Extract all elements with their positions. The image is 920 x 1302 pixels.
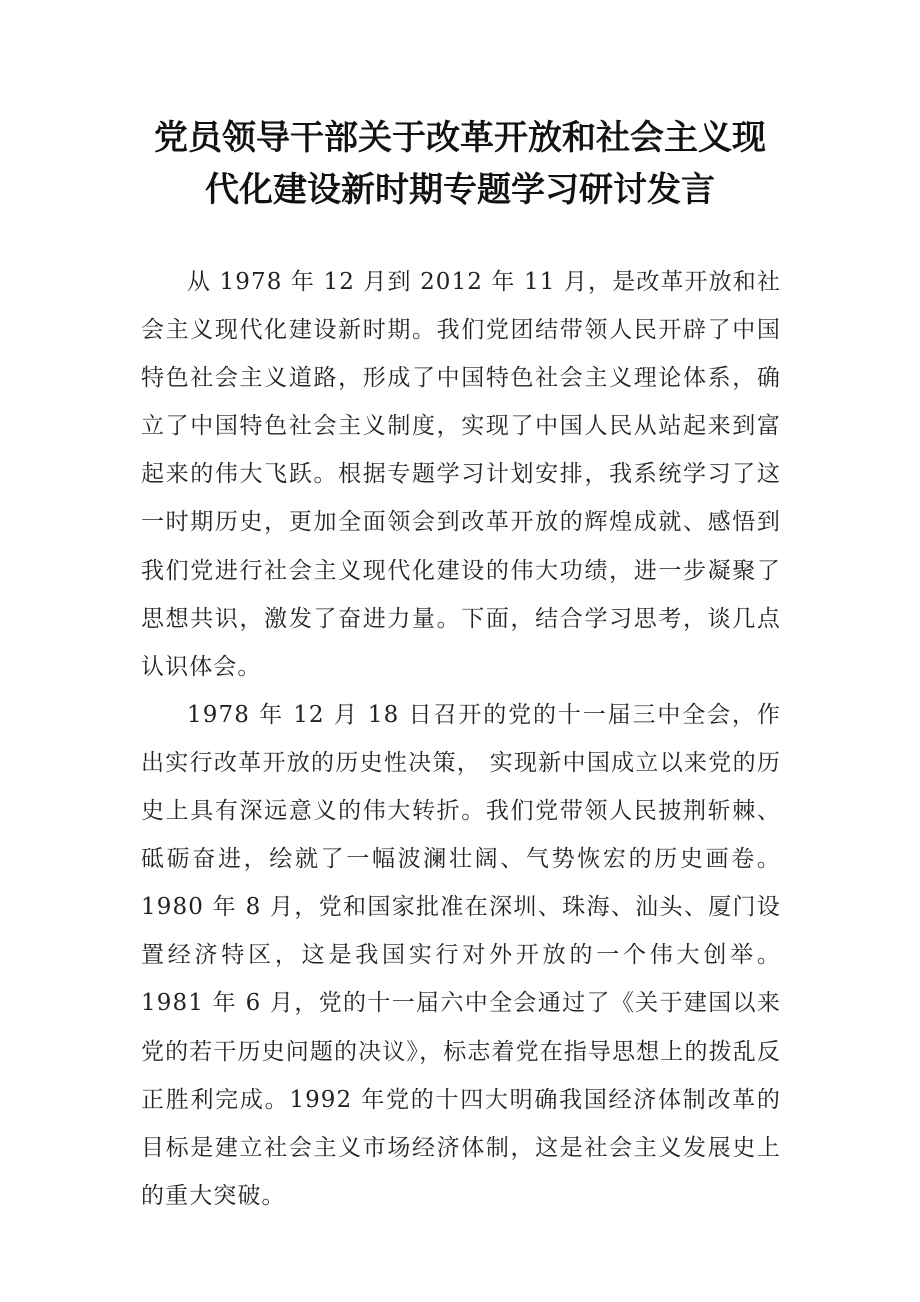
paragraph-1: 从 1978 年 12 月到 2012 年 11 月，是改革开放和社会主义现代化建设新时期。我们党团结带领人民开辟了中国特色社会主义道路，形成了中国特色社会主义理论体系，确立了中国特色社会主义制度，实现了中国人民从站起来到富起来的伟大飞跃。根据专题学习计划安排，我系统学习了这一时期历史，更加全面领会到改革开放的辉煌成就、感悟到我们党进行社会主义现代化建设的伟大功绩，进一步凝聚了思想共识，激发了奋进力量。下面，结合学习思考，谈几点认识体会。 xyxy=(141,269,781,680)
document-title xyxy=(100,112,820,216)
document-body xyxy=(141,258,781,1220)
paragraph-2: 1978 年 12 月 18 日召开的党的十一届三中全会，作出实行改革开放的历史性决策， 实现新中国成立以来党的历史上具有深远意义的伟大转折。我们党带领人民披荆斩棘、砥砺奋进，绘就了一幅波澜壮阔、气势恢宏的历史画卷。1980 年 8 月，党和国家批准在深圳、珠海、汕头、厦门设置经济特区，这是我国实行对外开放的一个伟大创举。1981 年 6 月，党的十一届六中全会通过了《关于建国以来党的若干历史问题的决议》，标志着党在指导思想上的拨乱反正胜利完成。1992 年党的十四大明确我国经济体制改革的目标是建立社会主义市场经济体制，这是社会主义发展史上的重大突破。 xyxy=(141,701,781,1209)
title-line-2: 代化建设新时期专题学习研讨发言 xyxy=(205,170,715,210)
title-line-1: 党员领导干部关于改革开放和社会主义现 xyxy=(154,118,766,158)
